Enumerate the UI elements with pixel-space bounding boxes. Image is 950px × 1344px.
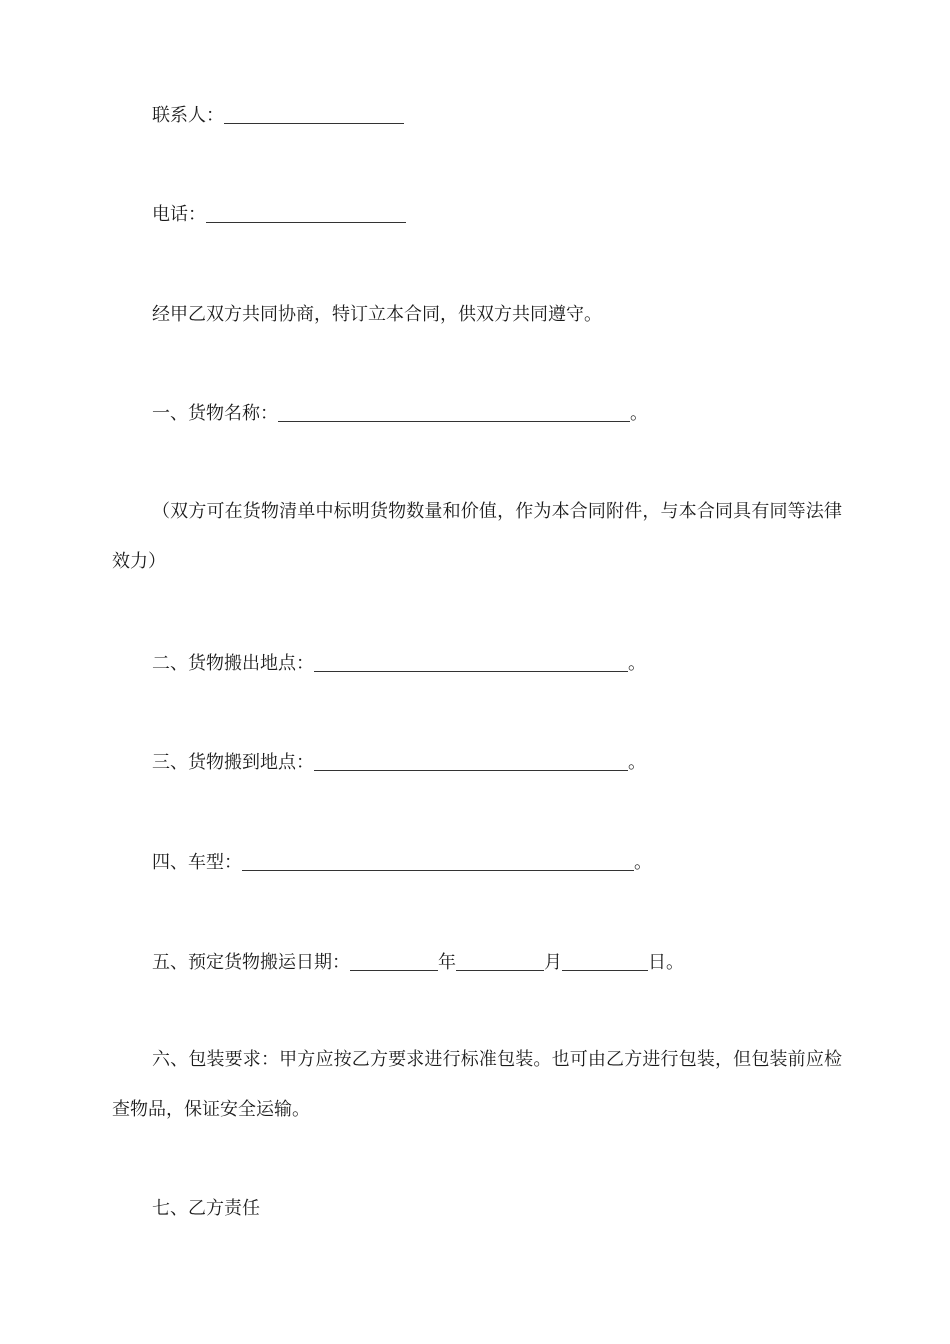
contact-line	[152, 104, 404, 128]
item3-end: 。	[628, 752, 646, 773]
item3-line	[152, 751, 646, 775]
item3-blank[interactable]	[314, 752, 628, 771]
year-blank[interactable]	[350, 952, 438, 971]
item1-end: 。	[630, 403, 648, 424]
day-label: 日。	[648, 952, 684, 973]
contact-label: 联系人：	[152, 105, 224, 126]
year-label: 年	[438, 952, 456, 973]
phone-line	[152, 203, 406, 227]
item3-label: 三、货物搬到地点：	[152, 752, 314, 773]
item5-line	[152, 951, 684, 975]
item4-end: 。	[634, 852, 652, 873]
phone-label: 电话：	[152, 204, 206, 225]
item4-blank[interactable]	[242, 852, 634, 871]
contact-blank[interactable]	[224, 105, 404, 124]
item1-line	[152, 402, 648, 426]
day-blank[interactable]	[562, 952, 648, 971]
note-paragraph: （双方可在货物清单中标明货物数量和价值，作为本合同附件，与本合同具有同等法律效力）	[112, 501, 842, 572]
month-label: 月	[544, 952, 562, 973]
item6-paragraph: 六、包装要求：甲方应按乙方要求进行标准包装。也可由乙方进行包装，但包装前应检查物品，保证安全运输。	[112, 1049, 842, 1120]
month-blank[interactable]	[456, 952, 544, 971]
item2-line	[152, 652, 646, 676]
item4-line	[152, 851, 652, 875]
item1-blank[interactable]	[278, 403, 630, 422]
intro-text: 经甲乙双方共同协商，特订立本合同，供双方共同遵守。	[152, 304, 602, 325]
phone-blank[interactable]	[206, 204, 406, 223]
item7-heading: 七、乙方责任	[152, 1198, 260, 1219]
item2-label: 二、货物搬出地点：	[152, 653, 314, 674]
item4-label: 四、车型：	[152, 852, 242, 873]
item2-end: 。	[628, 653, 646, 674]
item5-label: 五、预定货物搬运日期：	[152, 952, 350, 973]
item1-label: 一、货物名称：	[152, 403, 278, 424]
item2-blank[interactable]	[314, 653, 628, 672]
